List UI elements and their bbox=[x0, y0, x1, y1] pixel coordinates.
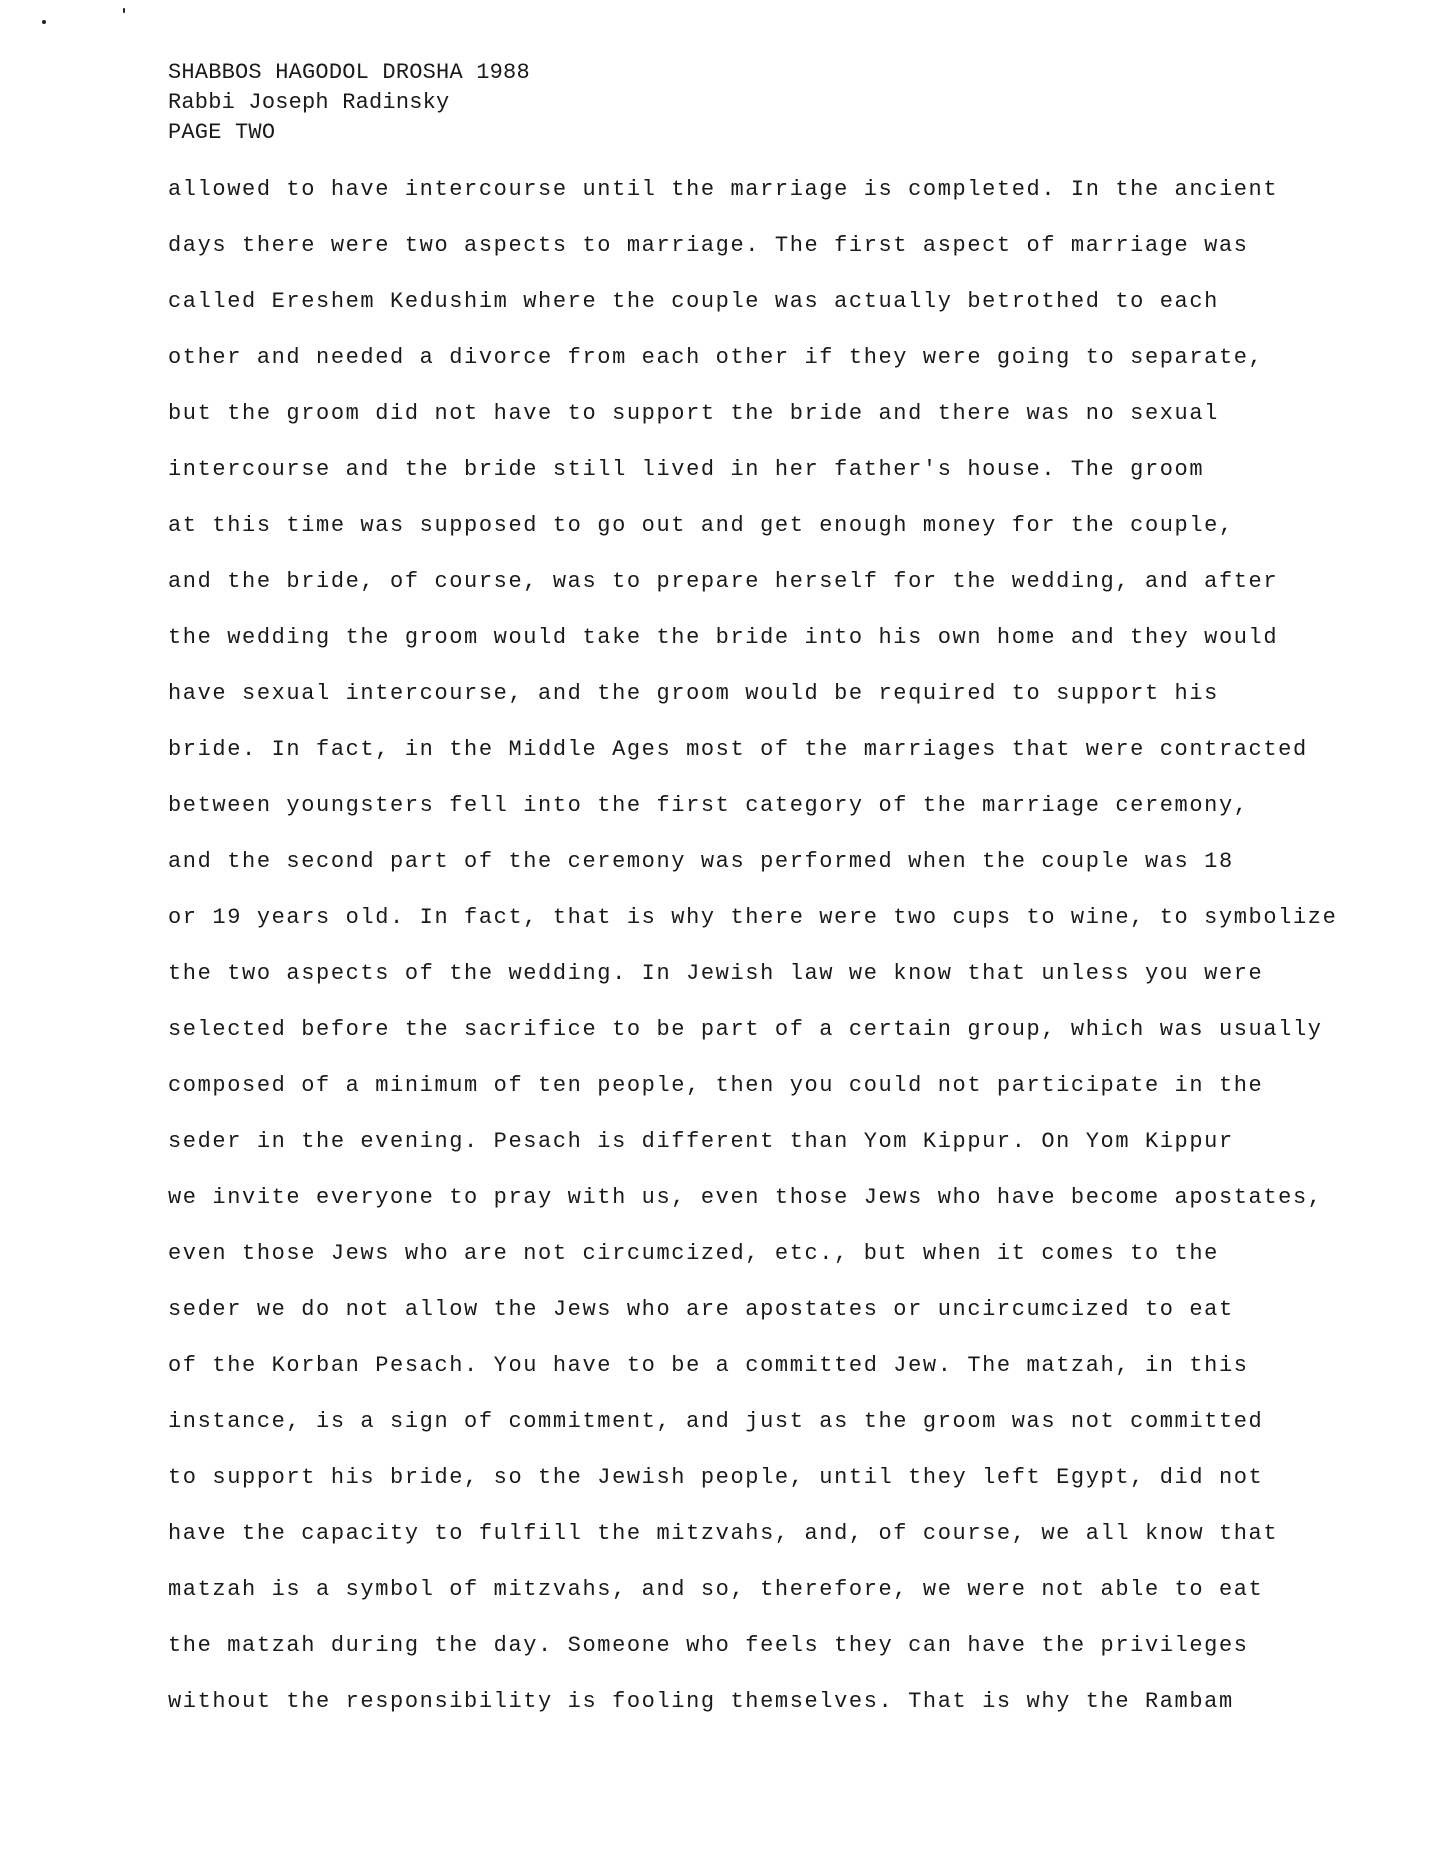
text-line: to support his bride, so the Jewish people, until they left Egypt, did not bbox=[168, 1465, 1264, 1490]
text-line: or 19 years old. In fact, that is why there were two cups to wine, to symbolize bbox=[168, 905, 1338, 930]
text-line: at this time was supposed to go out and get enough money for the couple, bbox=[168, 513, 1234, 538]
text-line: the matzah during the day. Someone who feels they can have the privileges bbox=[168, 1633, 1249, 1658]
text-line: but the groom did not have to support the bride and there was no sexual bbox=[168, 401, 1219, 426]
text-line: and the second part of the ceremony was performed when the couple was 18 bbox=[168, 849, 1234, 874]
scan-speck bbox=[42, 20, 46, 24]
text-line: seder in the evening. Pesach is different than Yom Kippur. On Yom Kippur bbox=[168, 1129, 1234, 1154]
text-line: of the Korban Pesach. You have to be a committed Jew. The matzah, in this bbox=[168, 1353, 1249, 1378]
scan-speck bbox=[123, 8, 125, 13]
document-title: SHABBOS HAGODOL DROSHA 1988 bbox=[168, 60, 530, 85]
text-line: other and needed a divorce from each other if they were going to separate, bbox=[168, 345, 1264, 370]
text-line: we invite everyone to pray with us, even those Jews who have become apostates, bbox=[168, 1185, 1323, 1210]
text-line: have sexual intercourse, and the groom would be required to support his bbox=[168, 681, 1219, 706]
text-line: bride. In fact, in the Middle Ages most of the marriages that were contracted bbox=[168, 737, 1308, 762]
page-label: PAGE TWO bbox=[168, 120, 276, 145]
text-line: between youngsters fell into the first category of the marriage ceremony, bbox=[168, 793, 1249, 818]
body-text bbox=[168, 162, 1408, 1730]
text-line: called Ereshem Kedushim where the couple was actually betrothed to each bbox=[168, 289, 1219, 314]
text-line: composed of a minimum of ten people, then you could not participate in the bbox=[168, 1073, 1264, 1098]
text-line: without the responsibility is fooling themselves. That is why the Rambam bbox=[168, 1689, 1234, 1714]
text-line: and the bride, of course, was to prepare herself for the wedding, and after bbox=[168, 569, 1279, 594]
text-line: the two aspects of the wedding. In Jewish law we know that unless you were bbox=[168, 961, 1264, 986]
text-line: the wedding the groom would take the bride into his own home and they would bbox=[168, 625, 1279, 650]
text-line: selected before the sacrifice to be part of a certain group, which was usually bbox=[168, 1017, 1323, 1042]
document-author: Rabbi Joseph Radinsky bbox=[168, 90, 450, 115]
text-line: have the capacity to fulfill the mitzvahs, and, of course, we all know that bbox=[168, 1521, 1279, 1546]
text-line: allowed to have intercourse until the marriage is completed. In the ancient bbox=[168, 177, 1279, 202]
text-line: instance, is a sign of commitment, and just as the groom was not committed bbox=[168, 1409, 1264, 1434]
text-line: seder we do not allow the Jews who are apostates or uncircumcized to eat bbox=[168, 1297, 1234, 1322]
document-header bbox=[168, 58, 530, 148]
text-line: even those Jews who are not circumcized, etc., but when it comes to the bbox=[168, 1241, 1219, 1266]
text-line: matzah is a symbol of mitzvahs, and so, therefore, we were not able to eat bbox=[168, 1577, 1264, 1602]
text-line: days there were two aspects to marriage. The first aspect of marriage was bbox=[168, 233, 1249, 258]
text-line: intercourse and the bride still lived in her father's house. The groom bbox=[168, 457, 1205, 482]
